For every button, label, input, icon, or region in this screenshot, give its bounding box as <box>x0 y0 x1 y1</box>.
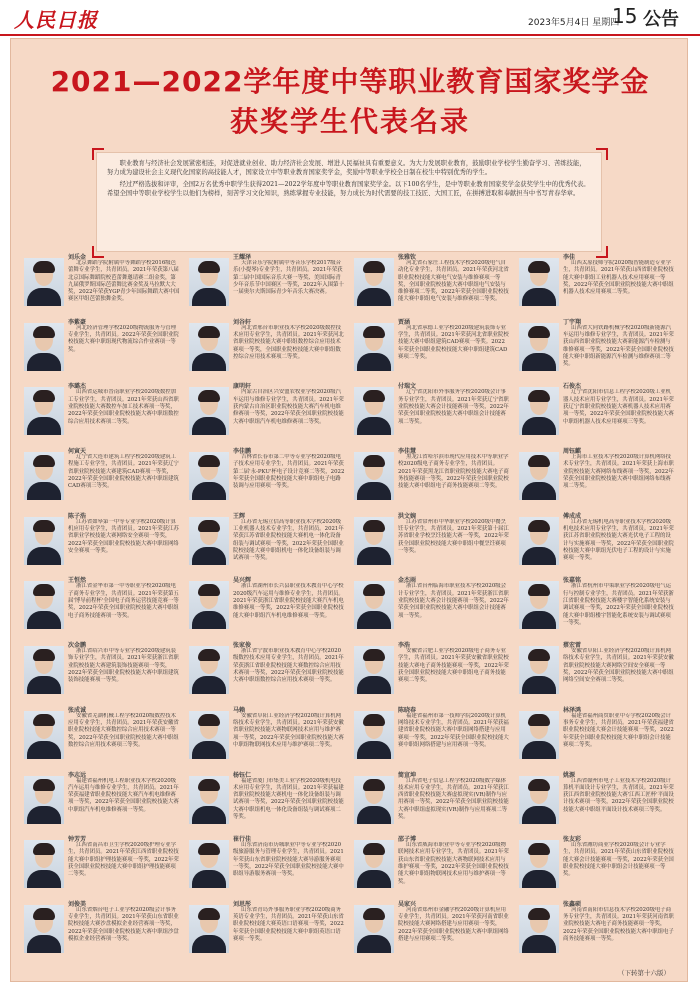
student-card <box>350 638 515 703</box>
student-photo <box>24 258 64 306</box>
student-bio: 天津音乐学院附属中等音乐学校2017级音乐(小提琴)专业学生，共青团员。2021年荣获第二届中国国际音乐大赛一等奖、美国国际青少年音乐节中国赛区一等奖，2022年入围第十一届奥尔夫斯国际青少年音乐大赛决赛。 <box>233 260 344 296</box>
student-photo <box>24 323 64 371</box>
student-name: 贾涵 <box>398 318 411 326</box>
student-photo <box>519 517 559 565</box>
portrait-hair <box>198 520 220 532</box>
portrait-body <box>192 482 226 500</box>
portrait-hair <box>33 261 55 273</box>
portrait-body <box>357 482 391 500</box>
student-card <box>185 315 350 380</box>
student-card <box>185 250 350 315</box>
student-name: 洪文婉 <box>398 512 417 520</box>
student-bio: 河南省郑州市金融学校2020级计算机应用专业学生，共青团员。2021年荣获河南省职业院校技能大赛网络搭建与应用赛项一等奖，2022年荣获全国职业院校技能大赛中职组网络搭建与应用赛项二等奖。 <box>398 906 509 943</box>
portrait-hair <box>528 714 550 726</box>
portrait-hair <box>198 584 220 596</box>
portrait-hair <box>528 390 550 402</box>
portrait-body <box>27 482 61 500</box>
student-bio: 山东省济南市历城职业中等专业学校2020级旅游服务与管理专业学生，共青团员。2021年荣获山东省职业院校技能大赛导游服务赛项一等奖，2022年荣获全国职业院校技能大赛中职组导游服务赛项一等奖。 <box>233 842 344 878</box>
student-photo <box>354 387 394 435</box>
student-bio: 浙江省绍兴市中等专业学校2020级建筑装饰专业学生，共青团员。2021年荣获浙江省职业院校技能大赛建筑装饰技能赛项一等奖，2022年荣获全国职业院校技能大赛中职组建筑装饰技能赛项一等奖。 <box>68 648 179 684</box>
portrait-hair <box>198 714 220 726</box>
student-photo <box>24 452 64 500</box>
portrait-hair <box>198 649 220 661</box>
student-name: 王辉 <box>233 512 246 520</box>
portrait-hair <box>528 908 550 920</box>
portrait-hair <box>198 843 220 855</box>
portrait-body <box>357 806 391 824</box>
portrait-hair <box>528 649 550 661</box>
student-name: 李佳 <box>563 254 576 261</box>
student-bio: 江西省南昌市卫生学校2020级护理专业学生，共青团员。2021年荣获江西省职业院校技能大赛中职组护理技能赛项一等奖，2022年荣获全国职业院校技能大赛中职组护理技能赛项二等奖。 <box>68 842 179 878</box>
portrait-hair <box>33 455 55 467</box>
student-card <box>350 573 515 638</box>
student-photo <box>519 711 559 759</box>
student-bio: 浙江省金华市第一中等职业学校2020级电子商务专业学生，共青团员。2021年荣获第五届'博导前程杯'全国电子商务运营技能竞赛一等奖，2022年荣获全国职业院校技能大赛中职组电子商务技能赛项一等奖。 <box>68 583 179 619</box>
student-name: 马赖 <box>233 706 246 714</box>
portrait-hair <box>33 326 55 338</box>
student-card <box>515 768 680 833</box>
student-photo <box>189 776 229 824</box>
student-card <box>185 379 350 444</box>
portrait-body <box>357 676 391 694</box>
student-photo <box>24 581 64 629</box>
portrait-body <box>192 741 226 759</box>
portrait-hair <box>33 843 55 855</box>
student-bio: 河北省邢台市职业技术学校2020级数控技术应用专业学生，共青团员。2021年荣获河北省职业院校技能大赛中职组数控综合应用技术赛项一等奖，全国职业院校技能大赛中职组数控综合应用技术赛项二等奖。 <box>233 324 344 360</box>
portrait-body <box>27 870 61 888</box>
student-photo <box>189 905 229 953</box>
portrait-body <box>27 676 61 694</box>
student-photo <box>354 258 394 306</box>
student-card <box>185 638 350 703</box>
student-photo <box>24 517 64 565</box>
student-photo <box>519 581 559 629</box>
portrait-body <box>522 676 556 694</box>
portrait-body <box>192 353 226 371</box>
student-name: 张鑫硕 <box>563 900 582 908</box>
portrait-hair <box>33 908 55 920</box>
portrait-hair <box>33 390 55 402</box>
portrait-hair <box>33 779 55 791</box>
student-photo <box>189 452 229 500</box>
student-name: 张家俊 <box>233 642 252 650</box>
student-card <box>350 315 515 380</box>
portrait-hair <box>363 261 385 273</box>
student-photo <box>24 387 64 435</box>
student-card <box>515 250 680 315</box>
student-name: 张雅钦 <box>398 254 417 261</box>
student-name: 李佳慧 <box>398 448 417 456</box>
student-bio: 浙江省杭州市中策职业学校2020级电气运行与控制专业学生，共青团员。2021年荣获浙江省职业院校技能大赛楼宇智能化系统安装与调试赛项一等奖，2022年荣获全国职业院校技能大赛中职组楼宇智能化系统安装与调试赛项一等奖。 <box>563 583 674 626</box>
student-bio: 吉林省长春市第二中等专业学校2020级电子技术应用专业学生，共青团员。2021年荣获第二届'永-PKU'杯电子设计竞赛二等奖，2022年荣获全国职业院校技能大赛中职组电子电路装调与应用赛项一等奖。 <box>233 454 345 490</box>
portrait-hair <box>198 326 220 338</box>
portrait-body <box>192 935 226 953</box>
issue-date: 2023年5月4日 星期四 <box>528 18 620 28</box>
student-photo <box>189 258 229 306</box>
student-name: 钟芳芳 <box>68 836 87 844</box>
student-photo <box>519 323 559 371</box>
student-card <box>185 573 350 638</box>
student-card <box>515 573 680 638</box>
student-bio: 山东省潍坊商业学校2020级会计专业学生，共青团员。2021年荣获山东省职业院校技能大赛会计技能赛项一等奖，2022年荣获全国职业院校技能大赛中职组会计技能赛项一等奖。 <box>563 842 674 878</box>
portrait-body <box>192 417 226 435</box>
student-grid <box>20 250 680 962</box>
student-name: 康明轩 <box>233 383 252 391</box>
portrait-hair <box>363 520 385 532</box>
portrait-body <box>522 935 556 953</box>
portrait-body <box>357 935 391 953</box>
student-name: 李璐杰 <box>68 383 87 391</box>
student-name: 崔行佳 <box>233 836 252 844</box>
student-photo <box>24 776 64 824</box>
student-name: 陈晓春 <box>398 706 417 714</box>
student-name: 王耀泽 <box>233 254 252 261</box>
continued-note: （下转第十六版） <box>618 969 670 977</box>
portrait-body <box>357 288 391 306</box>
portrait-body <box>27 417 61 435</box>
student-card <box>20 444 185 509</box>
portrait-body <box>192 288 226 306</box>
student-photo <box>354 711 394 759</box>
student-name: 刘思彤 <box>233 900 252 908</box>
portrait-body <box>522 547 556 565</box>
student-bio: 河南省南阳市信息技术学校2020级电子商务专业学生，共青团员。2021年荣获河南省职业院校技能大赛电子商务技能赛项一等奖，2022年荣获全国职业院校技能大赛中职组电子商务技能赛项一等奖。 <box>563 906 674 943</box>
portrait-hair <box>198 455 220 467</box>
student-photo <box>354 323 394 371</box>
student-photo <box>189 711 229 759</box>
portrait-body <box>522 870 556 888</box>
student-name: 林泽鸿 <box>563 706 582 714</box>
student-photo <box>24 905 64 953</box>
student-name: 刘乐金 <box>68 254 87 261</box>
student-card <box>20 315 185 380</box>
portrait-hair <box>528 326 550 338</box>
student-photo <box>189 517 229 565</box>
student-card <box>515 703 680 768</box>
student-bio: 山西省运城市晋南职业学校2020级数控加工专业学生，共青团员。2021年荣获山西省职业院校技能大赛数控车加工技术赛项一等奖，2022年荣获全国职业院校技能大赛中职组数控综合应用技术赛项二等奖。 <box>68 389 179 425</box>
student-card <box>350 509 515 574</box>
student-bio: 安徽省芜湖机械工程学校2020级数控技术应用专业学生，共青团员。2021年荣获安徽省职业院校技能大赛数控综合应用技术赛项一等奖，2022年荣获全国职业院校技能大赛中职组数控综合应用技术赛项三等奖。 <box>68 712 179 748</box>
student-name: 付瑞文 <box>398 383 417 391</box>
student-photo <box>189 581 229 629</box>
student-photo <box>354 581 394 629</box>
portrait-hair <box>33 584 55 596</box>
student-card <box>515 897 680 962</box>
portrait-hair <box>528 520 550 532</box>
portrait-hair <box>528 455 550 467</box>
portrait-hair <box>363 326 385 338</box>
student-card <box>20 703 185 768</box>
student-bio: 浙江省宁波市职业技术教育中心学校2020级数控技术应用专业学生，共青团员。2021年荣获浙江省职业院校技能大赛数控综合应用技术赛项一等奖，2022年荣获全国职业院校技能大赛中职组数控综合应用技术赛项一等奖。 <box>233 648 344 684</box>
student-bio: 浙江省湖州市长兴县职业技术教育中心学校2020级汽车运用与维修专业学生，共青团员。2021年荣获浙江省职业院校技能大赛汽车机电维修赛项一等奖，2022年荣获全国职业院校技能大赛中职组汽车机电维修赛项一等奖。 <box>233 583 344 619</box>
student-name: 次金鹏 <box>68 642 87 650</box>
student-bio: 江苏省如皋第一中等专业学校2020级计算机应用专业学生，共青团员。2021年荣获江苏省职业学校技能大赛网络安全赛项一等奖，2022年荣获全国职业院校技能大赛中职组网络安全赛项一等奖。 <box>68 518 179 554</box>
student-name: 张成诚 <box>68 706 87 714</box>
student-name: 刘谷轩 <box>233 318 252 326</box>
student-name: 姚源 <box>563 771 576 779</box>
portrait-body <box>522 611 556 629</box>
student-photo <box>354 776 394 824</box>
page-title-line1: 2021—2022学年度中等职业教育国家奖学金 <box>50 65 650 98</box>
portrait-body <box>27 935 61 953</box>
portrait-body <box>192 806 226 824</box>
student-bio: 福建省福州市第一技师学院2020级计算机网络技术专业学生，共青团员。2021年荣获福建省职业院校技能大赛中职组网络搭建与应用赛项一等奖，2022年荣获全国职业院校技能大赛中职组网络搭建与应用赛项一等奖。 <box>398 712 509 748</box>
student-bio: 山西省大同铁路机械学校2020级新能源汽车运用与维修专业学生，共青团员。2021年荣获山西省职业院校技能大赛新能源汽车检测与维修赛项一等奖，2022年荣获全国职业院校技能大赛中职组新能源汽车检测与维修赛项二等奖。 <box>563 324 674 368</box>
student-card <box>20 509 185 574</box>
student-name: 周钰麒 <box>563 448 582 456</box>
portrait-body <box>522 806 556 824</box>
portrait-body <box>27 806 61 824</box>
student-card <box>350 897 515 962</box>
portrait-hair <box>363 714 385 726</box>
student-photo <box>354 646 394 694</box>
student-photo <box>519 776 559 824</box>
portrait-body <box>522 353 556 371</box>
student-name: 金杰雨 <box>398 577 417 585</box>
portrait-hair <box>528 261 550 273</box>
student-card <box>515 444 680 509</box>
student-photo <box>354 517 394 565</box>
student-card <box>20 832 185 897</box>
student-card <box>185 897 350 962</box>
student-bio: 安徽省阜阳工业经济学校2020级计算机网络技术专业学生，共青团员。2021年荣获安徽省职业院校技能大赛物联网技术应用与维护赛项一等奖，2022年荣获全国职业院校技能大赛中职组物联网技术应用与维护赛项二等奖。 <box>233 712 344 748</box>
student-name: 邵子博 <box>398 836 417 844</box>
student-card <box>350 250 515 315</box>
student-photo <box>519 840 559 888</box>
student-card <box>350 444 515 509</box>
portrait-hair <box>363 908 385 920</box>
portrait-hair <box>363 455 385 467</box>
portrait-hair <box>198 908 220 920</box>
student-bio: 山东省威海市职业中等专业学校2020级物联网技术应用专业学生，共青团员。2021年荣获山东省职业院校技能大赛物联网技术应用与维护赛项一等奖，2022年荣获全国职业院校技能大赛中职组物联网技术应用与维护赛项一等奖。 <box>398 842 509 885</box>
student-card <box>515 509 680 574</box>
portrait-body <box>522 288 556 306</box>
portrait-body <box>357 741 391 759</box>
student-bio: 江苏省无锡立信高等职业技术学校2020级工业机器人技术专业学生，共青团员。2021年荣获江苏省职业院校技能大赛机电一体化设备组装与调试赛项一等奖，2022年荣获全国职业院校技能大赛中职组机电一体化设备组装与调试赛项一等奖。 <box>233 518 344 562</box>
student-bio: 山东省青岛外事服务职业学校2020级商务英语专业学生，共青团员。2021年荣获山东省职业院校技能大赛英语口语赛项一等奖，2022年荣获全国职业院校技能大赛中职组英语口语赛项一等奖。 <box>233 906 344 943</box>
student-card <box>515 832 680 897</box>
intro-paragraph: 职业教育与经济社会发展紧密相连，对促进就业创业、助力经济社会发展、增进人民福祉具有重要意义。为大力发展职业教育，鼓励职业学校学生勤奋学习、苦练技能，努力成为建设社会主义现代化国家的高技能人才，国家设立中等职业教育国家奖学金，奖励中等职业学校全日制在校生中特别优秀的学生。 <box>107 160 586 177</box>
student-photo <box>519 905 559 953</box>
student-bio: 河北省石家庄工程技术学校2020级电气自动化专业学生，共青团员。2021年荣获河北省职业院校技能大赛电气安装与维修赛项一等奖，全国职业院校技能大赛中职组电气安装与维修赛项二等奖，2022年荣获全国职业院校技能大赛中职组电气安装与维修赛项二等奖。 <box>398 260 509 303</box>
student-card <box>185 768 350 833</box>
student-name: 张嘉铭 <box>563 577 582 585</box>
portrait-hair <box>363 843 385 855</box>
section-name: 公告 <box>643 9 679 30</box>
student-name: 丁宇翔 <box>563 318 582 326</box>
newspaper-header <box>0 0 700 36</box>
portrait-hair <box>363 390 385 402</box>
student-photo <box>354 905 394 953</box>
portrait-hair <box>33 714 55 726</box>
portrait-body <box>27 547 61 565</box>
student-bio: 上海市工业技术学校2020级计算机网络技术专业学生，共青团员。2021年荣获上海市职业院校技能大赛网络布线赛项一等奖，2022年荣获全国职业院校技能大赛中职组网络布线赛项二等奖。 <box>563 454 674 490</box>
student-name: 杨钰仁 <box>233 771 252 779</box>
portrait-body <box>357 870 391 888</box>
student-bio: 山东省烟台电子工业学校2020级会计事务专业学生，共青团员。2021年荣获山东省职业院校技能大赛沙盘模拟企业经营赛项一等奖，2022年荣获全国职业院校技能大赛中职组沙盘模拟企业经营赛项一等奖。 <box>68 906 179 943</box>
portrait-hair <box>198 261 220 273</box>
newspaper-logo: 人民日报 <box>14 8 98 32</box>
student-name: 王恒然 <box>68 577 87 585</box>
portrait-hair <box>363 779 385 791</box>
student-photo <box>519 387 559 435</box>
portrait-body <box>192 676 226 694</box>
portrait-hair <box>528 584 550 596</box>
portrait-body <box>522 741 556 759</box>
student-bio: 福建省福州商贸职业中专学校2020级会计事务专业学生，共青团员。2021年荣获福建省职业院校技能大赛会计技能赛项一等奖，2022年荣获全国职业院校技能大赛中职组会计技能赛项二等奖。 <box>563 712 674 748</box>
student-bio: 江西省赣州市电子工业技术学校2020级计算机平面设计专业学生，共青团员。2021年荣获江西省职业院校技能大赛'江西工匠杯'平面设计技术赛项一等奖，2022年荣获全国职业院校技能大赛中职组平面设计技术赛项三等奖。 <box>563 777 674 813</box>
portrait-hair <box>198 779 220 791</box>
student-photo <box>189 646 229 694</box>
student-name: 蔡宏雷 <box>563 642 582 650</box>
student-bio: 辽宁省大连市建筑工程学校2020级建筑工程施工专业学生，共青团员。2021年荣获辽宁省职业院校技能大赛建筑CAD赛项一等奖，2022年荣获全国职业院校技能大赛中职组建筑CAD赛项三等奖。 <box>68 454 179 490</box>
student-photo <box>519 452 559 500</box>
student-card <box>350 768 515 833</box>
student-card <box>350 379 515 444</box>
student-card <box>20 250 185 315</box>
student-name: 李浩 <box>398 642 411 650</box>
student-bio: 河北经济管理学校2020级物流服务与管理专业学生，共青团员。2022年荣获全国职业院校技能大赛中职组现代物流综合作业赛项一等奖。 <box>68 324 179 353</box>
student-bio: 安徽省合肥工业学校2020级电子商务专业学生，共青团员。2021年荣获安徽省职业院校技能大赛电子商务技能赛项一等奖，2022年荣获全国职业院校技能大赛中职组电子商务技能赛项二等奖。 <box>398 648 509 684</box>
student-card <box>20 573 185 638</box>
student-card <box>515 638 680 703</box>
student-bio: 辽宁省沈阳市信息工程学校2020级工业机器人技术应用专业学生，共青团员。2021年荣获辽宁省职业院校技能大赛机器人技术应用赛项一等奖，2022年荣获全国职业院校技能大赛中职组机器人技术应用赛项三等奖。 <box>563 389 674 425</box>
student-photo <box>519 258 559 306</box>
student-bio: 江西省电子信息工程学校2020级数字媒体技术应用专业学生，共青团员。2021年荣获江西省职业院校技能大赛虚拟现实(VR)制作与应用赛项一等奖，2022年荣获全国职业院校技能大赛中职组虚拟现实(VR)制作与应用赛项二等奖。 <box>398 777 509 820</box>
portrait-body <box>357 547 391 565</box>
student-bio: 内蒙古自治区兴安盟农牧业学校2020级汽车运用与维修专业学生，共青团员。2021年荣获内蒙古自治区职业院校技能大赛汽车机电维修赛项一等奖，2022年荣获全国职业院校技能大赛中职组汽车机电维修赛项二等奖。 <box>233 389 344 425</box>
student-bio: 安徽省阜阳工业经济学校2020级计算机网络技术专业学生，共青团员。2021年荣获安徽省职业院校技能大赛网络空间安全赛项一等奖，2022年荣获全国职业院校技能大赛中职组网络空间安全赛项二等奖。 <box>563 648 674 684</box>
intro-box <box>96 152 602 252</box>
student-photo <box>24 711 64 759</box>
portrait-body <box>357 611 391 629</box>
student-photo <box>24 646 64 694</box>
portrait-body <box>522 482 556 500</box>
student-card <box>350 703 515 768</box>
portrait-body <box>192 611 226 629</box>
student-card <box>515 315 680 380</box>
student-photo <box>354 840 394 888</box>
student-name: 傅成成 <box>563 512 582 520</box>
portrait-hair <box>363 584 385 596</box>
student-photo <box>519 646 559 694</box>
portrait-body <box>192 547 226 565</box>
student-name: 吴兴辉 <box>233 577 252 585</box>
student-card <box>350 832 515 897</box>
portrait-body <box>192 870 226 888</box>
student-card <box>20 379 185 444</box>
student-bio: 福建省福州机电工程职业技术学校2020级汽车运用与维修专业学生，共青团员。2021年荣获福建省职业院校技能大赛汽车机电维修赛项一等奖，2022年荣获全国职业院校技能大赛中职组汽车机电维修赛项一等奖。 <box>68 777 179 813</box>
portrait-hair <box>528 843 550 855</box>
student-name: 刘俊美 <box>68 900 87 908</box>
student-bio: 浙江省台州临海市职业技术学校2020级会计专业学生，共青团员。2021年荣获浙江省职业院校技能大赛会计技能赛项一等奖，2022年荣获全国职业院校技能大赛中职组会计技能赛项一等奖。 <box>398 583 509 619</box>
student-name: 吴家兴 <box>398 900 417 908</box>
student-name: 何寅天 <box>68 448 87 456</box>
student-card <box>515 379 680 444</box>
portrait-hair <box>363 649 385 661</box>
student-bio: 黑龙江省哈尔滨市现代应用技术中等职业学校2020级电子商务专业学生，共青团员。2021年荣获黑龙江省职业院校技能大赛电子商务技能赛项一等奖，2022年荣获全国职业院校技能大赛中职组电子商务技能赛项二等奖。 <box>398 454 509 490</box>
student-photo <box>189 840 229 888</box>
student-name: 李佳鹏 <box>233 448 252 456</box>
portrait-hair <box>33 649 55 661</box>
student-bio: 福建省厦门市集美工业学校2020级机电技术应用专业学生，共青团员。2021年荣获福建省职业院校技能大赛机电一体化设备组装与调试赛项一等奖，2022年荣获全国职业院校技能大赛中职组机电一体化设备组装与调试赛项二等奖。 <box>233 777 344 820</box>
student-photo <box>24 840 64 888</box>
page-number: 15 <box>612 4 638 28</box>
student-name: 张友彩 <box>563 836 582 844</box>
student-bio: 辽宁省沈阳市外事服务学校2020级会计事务专业学生，共青团员。2021年荣获辽宁省职业院校技能大赛会计技能赛项一等奖，2022年荣获全国职业院校技能大赛中职组会计技能赛项二等奖。 <box>398 389 509 425</box>
student-card <box>20 638 185 703</box>
student-photo <box>189 387 229 435</box>
student-name: 李志远 <box>68 771 87 779</box>
student-photo <box>354 452 394 500</box>
student-name: 石俊杰 <box>563 383 582 391</box>
student-card <box>185 703 350 768</box>
student-card <box>185 832 350 897</box>
student-bio: 河北省承德工业学校2020级建筑装饰专业学生，共青团员。2021年荣获河北省职业院校技能大赛中职组建筑CAD赛项一等奖。2022年荣获全国职业院校技能大赛中职组建筑CAD赛项二等奖。 <box>398 324 509 360</box>
portrait-body <box>27 741 61 759</box>
portrait-hair <box>198 390 220 402</box>
portrait-body <box>27 611 61 629</box>
page-title-line2: 获奖学生代表名录 <box>229 105 470 138</box>
portrait-body <box>27 353 61 371</box>
portrait-body <box>522 417 556 435</box>
portrait-body <box>27 288 61 306</box>
student-card <box>185 444 350 509</box>
student-bio: 江苏省无锡机电高等职业技术学校2020级机电技术应用专业学生，共青团员。2021年荣获江苏省职业院校技能大赛光伏电子工程的设计与实施赛项一等奖，2022年荣获全国职业院校技能大赛中职组光伏电子工程的设计与实施赛项一等奖。 <box>563 518 674 562</box>
portrait-hair <box>33 520 55 532</box>
student-bio: 山西太原技师学院2020级智能制造专业学生，共青团员。2021年荣获山西省职业院校技能大赛中职组工业机器人技术应用赛项一等奖，2022年荣获全国职业院校技能大赛中职组机器人技术应用赛项二等奖。 <box>563 260 674 296</box>
student-bio: 北京舞蹈学院附属中等舞蹈学校2016级芭蕾舞专业学生，共青团员。2021年荣获第八届北京国际舞蹈院校芭蕾舞邀请赛二组金奖，第九届俄罗斯国际芭蕾舞比赛金奖及马拉默大大奖，2022年荣获YGP青少年国际舞蹈大赛中国赛区甲组芭蕾独舞金奖。 <box>68 260 180 303</box>
portrait-hair <box>528 779 550 791</box>
student-name: 李紫豪 <box>68 318 87 326</box>
student-card <box>20 897 185 962</box>
portrait-body <box>357 353 391 371</box>
student-bio: 江苏省常州市中华职业学校2020级中餐烹饪专业学生，共青团员。2021年荣获第十届江苏省职业学校烹饪技能大赛一等奖，2022年荣获全国职业院校技能大赛中职组中餐烹饪赛项一等奖。 <box>398 518 509 554</box>
student-photo <box>189 323 229 371</box>
student-card <box>20 768 185 833</box>
portrait-body <box>357 417 391 435</box>
student-card <box>185 509 350 574</box>
intro-paragraph: 经过严格选拔和评审，全国2万名优秀中职学生获得2021—2022学年度中等职业教育国家奖学金。以下100名学生，是中等职业教育国家奖学金获奖学生中的优秀代表。希望全国中等职业学校学生以他们为榜样，刻苦学习文化知识，熟练掌握专业技能，努力成长为时代需要的技工技匠、大国工匠，在拼搏进取和奉献担当中书写青春华章。 <box>107 180 590 198</box>
student-name: 简宣坤 <box>398 771 417 779</box>
student-name: 陈子浩 <box>68 512 87 520</box>
